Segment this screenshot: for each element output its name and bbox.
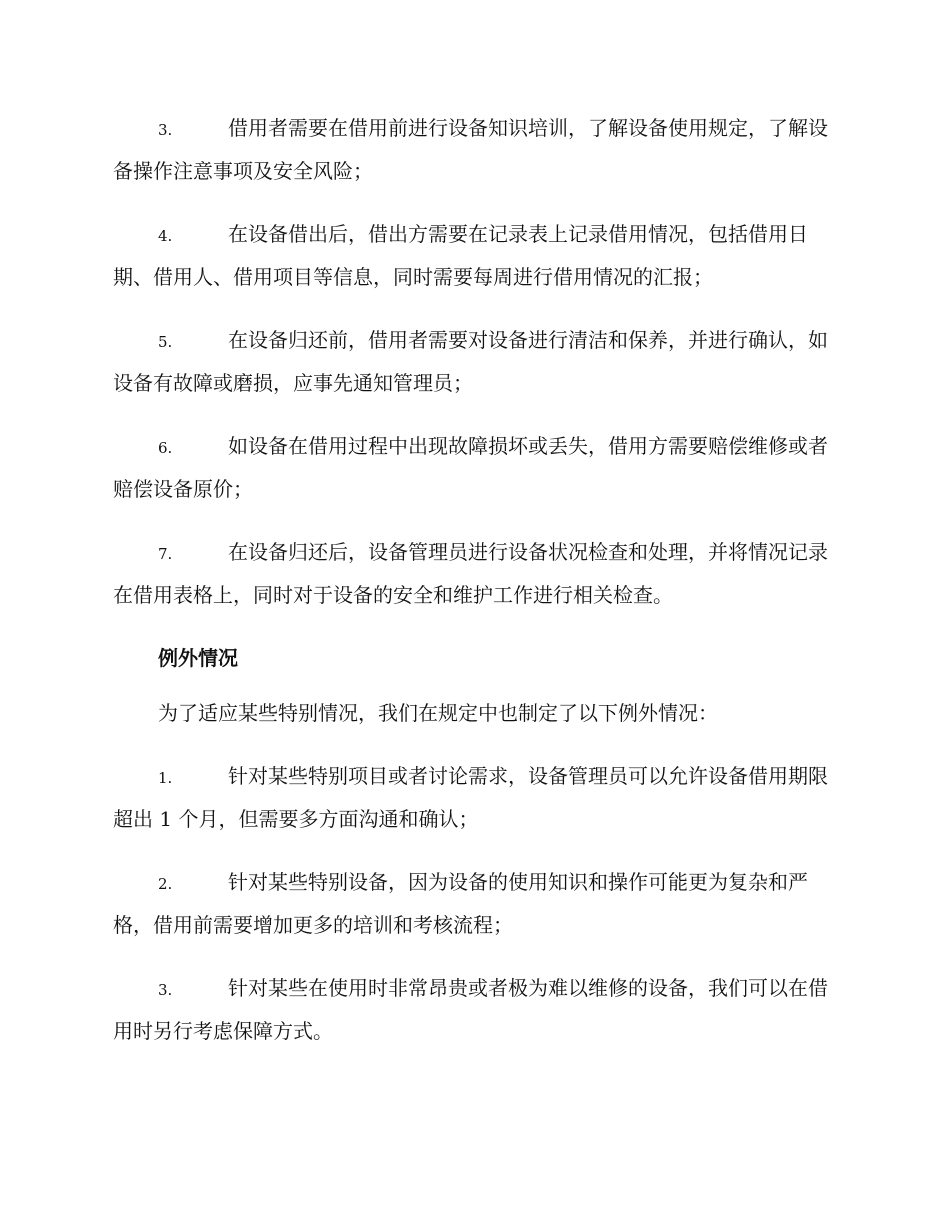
list-item xyxy=(113,426,835,510)
list-item-number: 6. xyxy=(158,439,173,457)
list-item-number: 3. xyxy=(158,981,173,999)
list-item-text: 在设备归还后，设备管理员进行设备状况检查和处理，并将情况记录在借用表格上，同时对于设备的安全和维护工作进行相关检查。 xyxy=(113,540,828,607)
list-item-number: 2. xyxy=(158,875,173,893)
document-page xyxy=(113,108,835,1074)
list-item xyxy=(113,320,835,404)
list-item xyxy=(113,108,835,192)
list-item xyxy=(113,214,835,298)
list-item xyxy=(113,756,835,840)
list-item-text: 在设备归还前，借用者需要对设备进行清洁和保养，并进行确认，如设备有故障或磨损，应事先通知管理员； xyxy=(113,328,828,395)
list-item-number: 3. xyxy=(158,121,173,139)
list-item-text: 针对某些特别项目或者讨论需求，设备管理员可以允许设备借用期限超出 1 个月，但需要多方面沟通和确认； xyxy=(113,764,828,831)
list-item-text: 如设备在借用过程中出现故障损坏或丢失，借用方需要赔偿维修或者赔偿设备原价； xyxy=(113,434,828,501)
section-intro: 为了适应某些特别情况，我们在规定中也制定了以下例外情况： xyxy=(158,701,718,725)
list-item-number: 4. xyxy=(158,227,173,245)
list-item-text: 针对某些特别设备，因为设备的使用知识和操作可能更为复杂和严格，借用前需要增加更多的培训和考核流程； xyxy=(113,870,808,937)
list-item-text: 针对某些在使用时非常昂贵或者极为难以维修的设备，我们可以在借用时另行考虑保障方式。 xyxy=(113,976,828,1043)
list-item xyxy=(113,862,835,946)
list-item-number: 7. xyxy=(158,545,173,563)
list-item xyxy=(113,968,835,1052)
section-heading: 例外情况 xyxy=(158,646,238,670)
list-item-text: 在设备借出后，借出方需要在记录表上记录借用情况，包括借用日期、借用人、借用项目等信息，同时需要每周进行借用情况的汇报； xyxy=(113,222,808,289)
list-item xyxy=(113,532,835,616)
list-item-text: 借用者需要在借用前进行设备知识培训，了解设备使用规定，了解设备操作注意事项及安全风险； xyxy=(113,116,828,183)
list-item-number: 5. xyxy=(158,333,173,351)
list-item-number: 1. xyxy=(158,769,173,787)
